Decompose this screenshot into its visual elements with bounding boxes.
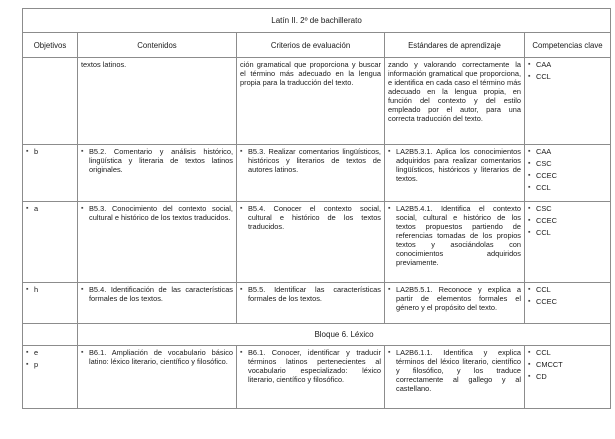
competencia-item: ▪ CAA <box>528 60 607 69</box>
criterio-cell <box>237 202 385 283</box>
contenido-cell <box>78 346 237 409</box>
contenido-cell <box>78 202 237 283</box>
objetivo-item: ▪ h <box>26 285 74 294</box>
table-header-row <box>23 33 611 58</box>
competencias-cell <box>525 145 611 202</box>
competencia-item: ▪ CCL <box>528 72 607 81</box>
objetivo-item: ▪ b <box>26 147 74 156</box>
competencia-item: ▪ CCEC <box>528 216 607 225</box>
contenido-text: ▪ B5.2. Comentario y análisis histórico, lingüística y literaria de textos latinos originales. <box>81 147 233 174</box>
contenido-text: ▪ B5.3. Conocimiento del contexto social, cultural e histórico de los textos traducidos. <box>81 204 233 222</box>
objetivos-cell <box>23 145 78 202</box>
header-criterios: Criterios de evaluación <box>237 33 385 58</box>
estandar-text: ▪ LA2B5.5.1. Reconoce y explica a partir de elementos formales el género y el propósito del texto. <box>388 285 521 312</box>
criterio-cell <box>237 145 385 202</box>
objetivo-item: ▪ a <box>26 204 74 213</box>
table-title: Latín II. 2º de bachillerato <box>23 9 611 33</box>
objetivo-item: ▪ p <box>26 360 74 369</box>
header-objetivos: Objetivos <box>23 33 78 58</box>
contenido-cell <box>78 58 237 145</box>
table-title-row <box>23 9 611 33</box>
table-row <box>23 346 611 409</box>
objetivo-item: ▪ e <box>26 348 74 357</box>
estandar-text: zando y valorando correctamente la información gramatical que proporciona, e identifica en cada caso el término más adecuado en la lengua propia, en función del contexto y del estilo empleado por el autor, para una correcta traducción del texto. <box>388 60 521 123</box>
table-row <box>23 145 611 202</box>
competencias-cell <box>525 202 611 283</box>
estandar-text: ▪ LA2B5.4.1. Identifica el contexto social, cultural e histórico de los textos propuestos partiendo de referencias tomadas de los propios textos y asociándolas con conocimientos adquiridos previamente. <box>388 204 521 267</box>
competencia-item: ▪ CAA <box>528 147 607 156</box>
table-row <box>23 202 611 283</box>
competencias-cell <box>525 346 611 409</box>
objetivos-cell <box>23 202 78 283</box>
curriculum-table <box>22 8 611 409</box>
criterio-text: ▪ B5.4. Conocer el contexto social, cultural e histórico de los textos traducidos. <box>240 204 381 231</box>
contenido-text: ▪ B6.1. Ampliación de vocabulario básico latino: léxico literario, científico y filosófico. <box>81 348 233 366</box>
competencia-item: ▪ CMCCT <box>528 360 607 369</box>
criterio-text: ción gramatical que proporciona y buscar el término más adecuado en la lengua propia para la traducción del texto. <box>240 60 381 87</box>
criterio-text: ▪ B5.3. Realizar comentarios lingüísticos, históricos y literarios de textos de autores latinos. <box>240 147 381 174</box>
competencia-item: ▪ CSC <box>528 204 607 213</box>
competencia-item: ▪ CCL <box>528 228 607 237</box>
criterio-cell <box>237 283 385 324</box>
competencia-item: ▪ CCL <box>528 348 607 357</box>
competencias-cell <box>525 58 611 145</box>
competencia-item: ▪ CD <box>528 372 607 381</box>
objetivos-cell <box>23 58 78 145</box>
competencia-item: ▪ CCEC <box>528 297 607 306</box>
criterio-cell <box>237 346 385 409</box>
header-competencias: Competencias clave <box>525 33 611 58</box>
estandar-text: ▪ LA2B5.3.1. Aplica los conocimientos adquiridos para realizar comentarios lingüísticos, históricos y literarios de textos. <box>388 147 521 183</box>
table-row <box>23 283 611 324</box>
header-estandares: Estándares de aprendizaje <box>385 33 525 58</box>
header-contenidos: Contenidos <box>78 33 237 58</box>
competencia-item: ▪ CCL <box>528 183 607 192</box>
competencia-item: ▪ CCEC <box>528 171 607 180</box>
estandar-cell <box>385 58 525 145</box>
estandar-text: ▪ LA2B6.1.1. Identifica y explica términos del léxico literario, científico y filosófico, y los traduce correctamente al gallego y al castellano. <box>388 348 521 393</box>
estandar-cell <box>385 346 525 409</box>
contenido-text: ▪ B5.4. Identificación de las características formales de los textos. <box>81 285 233 303</box>
objetivos-cell <box>23 283 78 324</box>
estandar-cell <box>385 145 525 202</box>
contenido-cell <box>78 145 237 202</box>
table-row <box>23 58 611 145</box>
block-title: Bloque 6. Léxico <box>78 324 611 346</box>
contenido-cell <box>78 283 237 324</box>
competencias-cell <box>525 283 611 324</box>
objetivos-cell <box>23 346 78 409</box>
criterio-text: ▪ B6.1. Conocer, identificar y traducir términos latinos pertenecientes al vocabulario especializado: léxico literario, científico y filosófico. <box>240 348 381 384</box>
block-spacer <box>23 324 78 346</box>
estandar-cell <box>385 202 525 283</box>
criterio-cell <box>237 58 385 145</box>
competencia-item: ▪ CCL <box>528 285 607 294</box>
block-row <box>23 324 611 346</box>
estandar-cell <box>385 283 525 324</box>
contenido-text: textos latinos. <box>81 60 127 69</box>
criterio-text: ▪ B5.5. Identificar las características formales de los textos. <box>240 285 381 303</box>
competencia-item: ▪ CSC <box>528 159 607 168</box>
